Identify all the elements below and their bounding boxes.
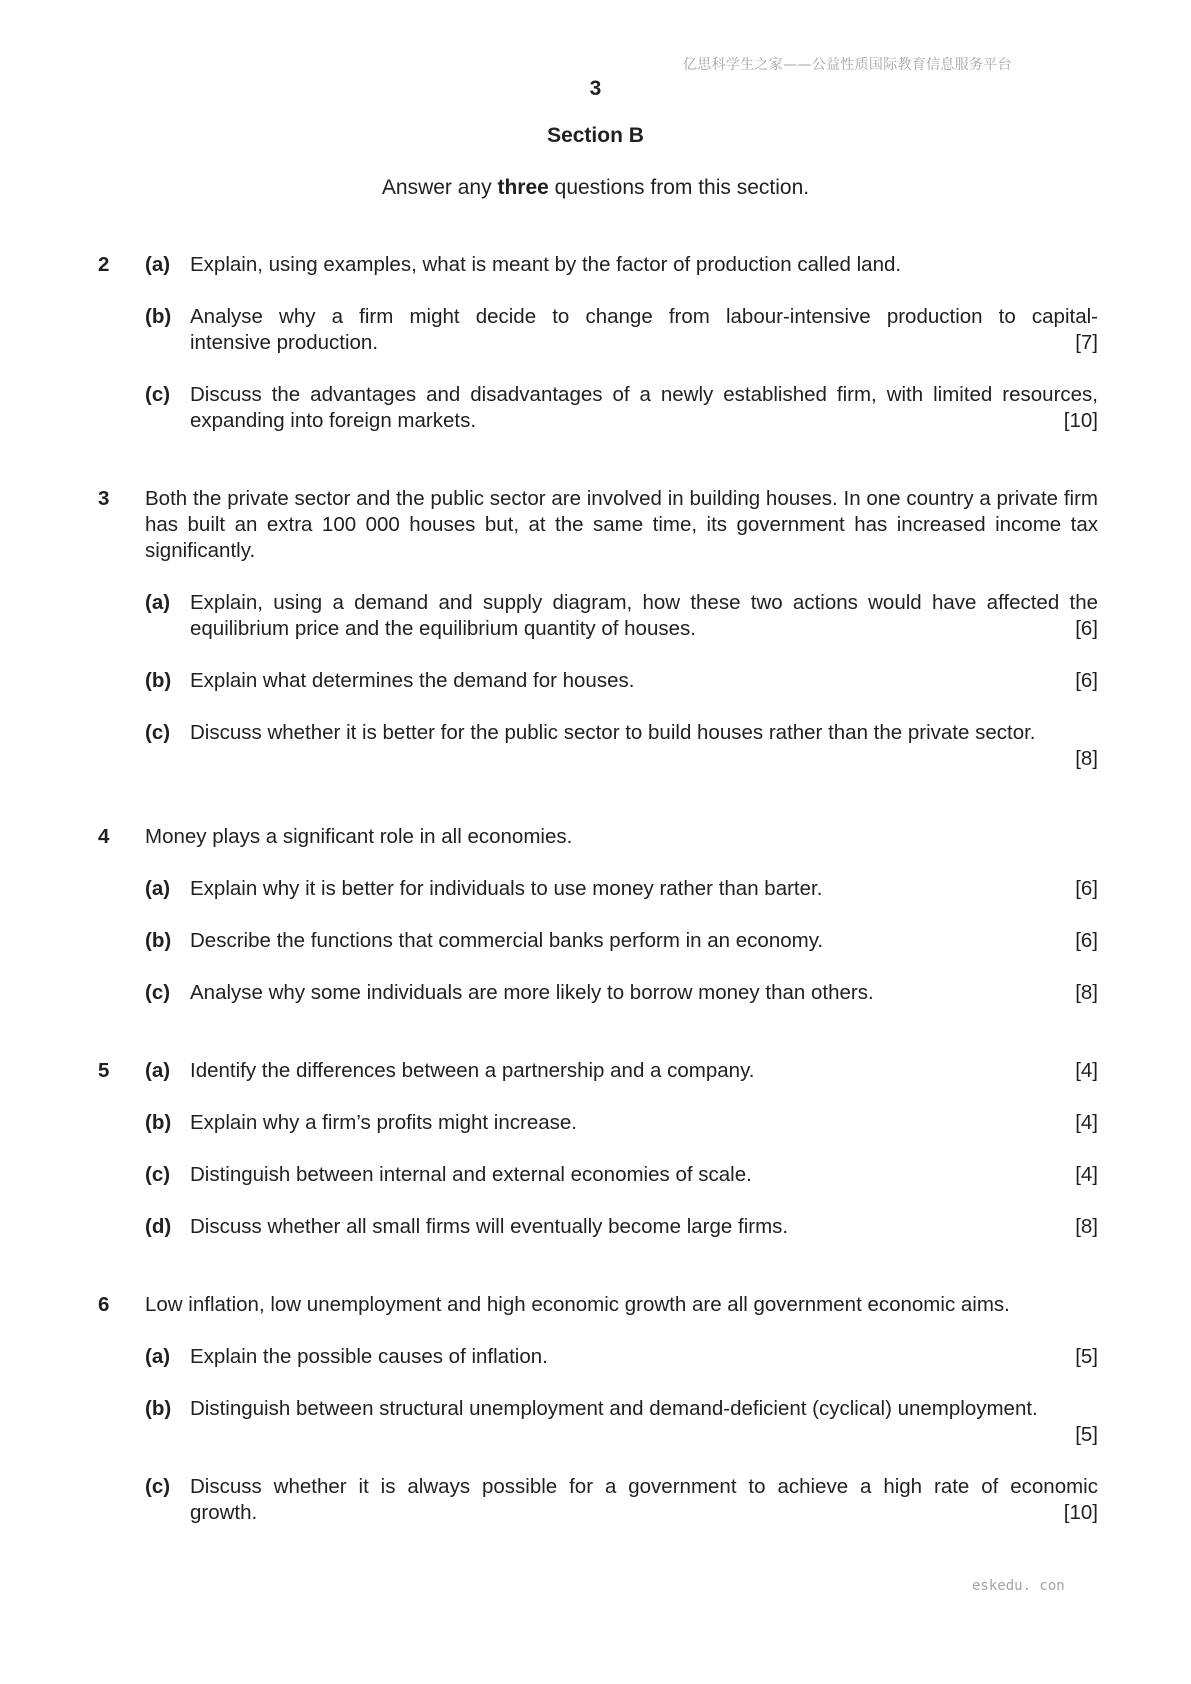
part-text: Explain, using examples, what is meant by the factor of production called land. bbox=[190, 253, 902, 276]
part-label: (c) bbox=[145, 981, 171, 1004]
part-label: (b) bbox=[145, 1111, 172, 1134]
part-marks: [5] bbox=[1075, 1345, 1098, 1368]
question-number: 2 bbox=[98, 253, 110, 276]
part-text-cont: expanding into foreign markets. bbox=[190, 409, 477, 432]
part-marks: [6] bbox=[1075, 877, 1098, 900]
part-text: Discuss whether all small firms will eventually become large firms. bbox=[190, 1215, 789, 1238]
part-marks: [10] bbox=[1063, 409, 1098, 432]
question-part bbox=[145, 1474, 1098, 1526]
part-label: (d) bbox=[145, 1215, 172, 1238]
question-part bbox=[145, 382, 1098, 434]
part-label: (c) bbox=[145, 1163, 171, 1186]
part-text-cont: intensive production. bbox=[190, 331, 379, 354]
part-marks: [7] bbox=[1075, 331, 1098, 354]
questions-list bbox=[98, 252, 1098, 1526]
part-text: Explain why a firm’s profits might increase. bbox=[190, 1111, 577, 1134]
question-number: 5 bbox=[98, 1059, 110, 1082]
part-marks: [8] bbox=[1075, 747, 1098, 770]
part-marks: [4] bbox=[1075, 1111, 1098, 1134]
question-part bbox=[145, 668, 1098, 694]
part-text: Distinguish between structural unemployment and demand-deficient (cyclical) unemployment. bbox=[190, 1397, 1038, 1420]
question-part bbox=[145, 1162, 1098, 1188]
question-2 bbox=[98, 252, 1098, 434]
watermark-top: 亿思科学生之家——公益性质国际教育信息服务平台 bbox=[683, 57, 1012, 73]
page-number: 3 bbox=[589, 77, 602, 100]
part-marks: [8] bbox=[1075, 1215, 1098, 1238]
part-text-cont: equilibrium price and the equilibrium quantity of houses. bbox=[190, 617, 696, 640]
question-part bbox=[145, 1344, 1098, 1370]
part-text: Explain, using a demand and supply diagram, how these two actions would have affected the bbox=[190, 591, 1098, 614]
instruction-after: questions from this section. bbox=[548, 176, 810, 199]
question-part bbox=[145, 1396, 1098, 1448]
part-label: (c) bbox=[145, 721, 171, 744]
instruction-before: Answer any bbox=[381, 176, 498, 199]
part-text: Discuss the advantages and disadvantages of a newly established firm, with limited resources, bbox=[190, 383, 1098, 406]
question-part bbox=[145, 1214, 1098, 1240]
part-marks: [8] bbox=[1075, 981, 1098, 1004]
part-text: Discuss whether it is better for the public sector to build houses rather than the private sector. bbox=[190, 721, 1036, 744]
question-part bbox=[145, 590, 1098, 642]
part-label: (b) bbox=[145, 305, 172, 328]
part-text-cont: growth. bbox=[190, 1501, 258, 1524]
part-text: Explain what determines the demand for houses. bbox=[190, 669, 635, 692]
part-text: Identify the differences between a partnership and a company. bbox=[190, 1059, 755, 1082]
part-label: (b) bbox=[145, 1397, 172, 1420]
part-label: (c) bbox=[145, 383, 171, 406]
part-text: Discuss whether it is always possible for a government to achieve a high rate of economic bbox=[190, 1475, 1098, 1498]
question-part bbox=[145, 304, 1098, 356]
part-label: (a) bbox=[145, 1059, 171, 1082]
question-6 bbox=[98, 1292, 1098, 1526]
part-marks: [6] bbox=[1075, 617, 1098, 640]
part-text: Explain the possible causes of inflation. bbox=[190, 1345, 548, 1368]
question-part bbox=[145, 252, 1098, 278]
question-part bbox=[145, 1058, 1098, 1084]
question-stem: Low inflation, low unemployment and high economic growth are all government economic aims. bbox=[145, 1293, 1010, 1316]
question-number: 3 bbox=[98, 487, 110, 510]
question-part bbox=[145, 720, 1098, 772]
question-stem: Both the private sector and the public sector are involved in building houses. In one country a private firm has built an extra 100 000 houses but, at the same time, its government has increased income tax significantly. bbox=[145, 487, 1098, 562]
question-part bbox=[145, 980, 1098, 1006]
part-label: (b) bbox=[145, 929, 172, 952]
part-label: (c) bbox=[145, 1475, 171, 1498]
part-marks: [6] bbox=[1075, 929, 1098, 952]
part-text: Distinguish between internal and external economies of scale. bbox=[190, 1163, 752, 1186]
part-text: Explain why it is better for individuals to use money rather than barter. bbox=[190, 877, 823, 900]
part-text: Describe the functions that commercial banks perform in an economy. bbox=[190, 929, 824, 952]
part-marks: [4] bbox=[1075, 1163, 1098, 1186]
question-part bbox=[145, 1110, 1098, 1136]
part-marks: [5] bbox=[1075, 1423, 1098, 1446]
part-label: (a) bbox=[145, 1345, 171, 1368]
watermark-bottom: eskedu. con bbox=[972, 1578, 1065, 1594]
part-label: (a) bbox=[145, 591, 171, 614]
instruction-bold: three bbox=[497, 176, 549, 199]
question-stem: Money plays a significant role in all economies. bbox=[145, 825, 573, 848]
question-part bbox=[145, 876, 1098, 902]
part-marks: [6] bbox=[1075, 669, 1098, 692]
part-label: (b) bbox=[145, 669, 172, 692]
question-part bbox=[145, 928, 1098, 954]
part-label: (a) bbox=[145, 877, 171, 900]
question-5 bbox=[98, 1058, 1098, 1240]
question-number: 6 bbox=[98, 1293, 110, 1316]
part-text: Analyse why some individuals are more likely to borrow money than others. bbox=[190, 981, 874, 1004]
question-number: 4 bbox=[98, 825, 110, 848]
instruction bbox=[0, 176, 1191, 200]
question-3 bbox=[98, 486, 1098, 772]
part-label: (a) bbox=[145, 253, 171, 276]
question-4 bbox=[98, 824, 1098, 1006]
part-text: Analyse why a firm might decide to change from labour-intensive production to capital- bbox=[190, 305, 1098, 328]
section-title: Section B bbox=[547, 124, 644, 147]
part-marks: [10] bbox=[1063, 1501, 1098, 1524]
part-marks: [4] bbox=[1075, 1059, 1098, 1082]
